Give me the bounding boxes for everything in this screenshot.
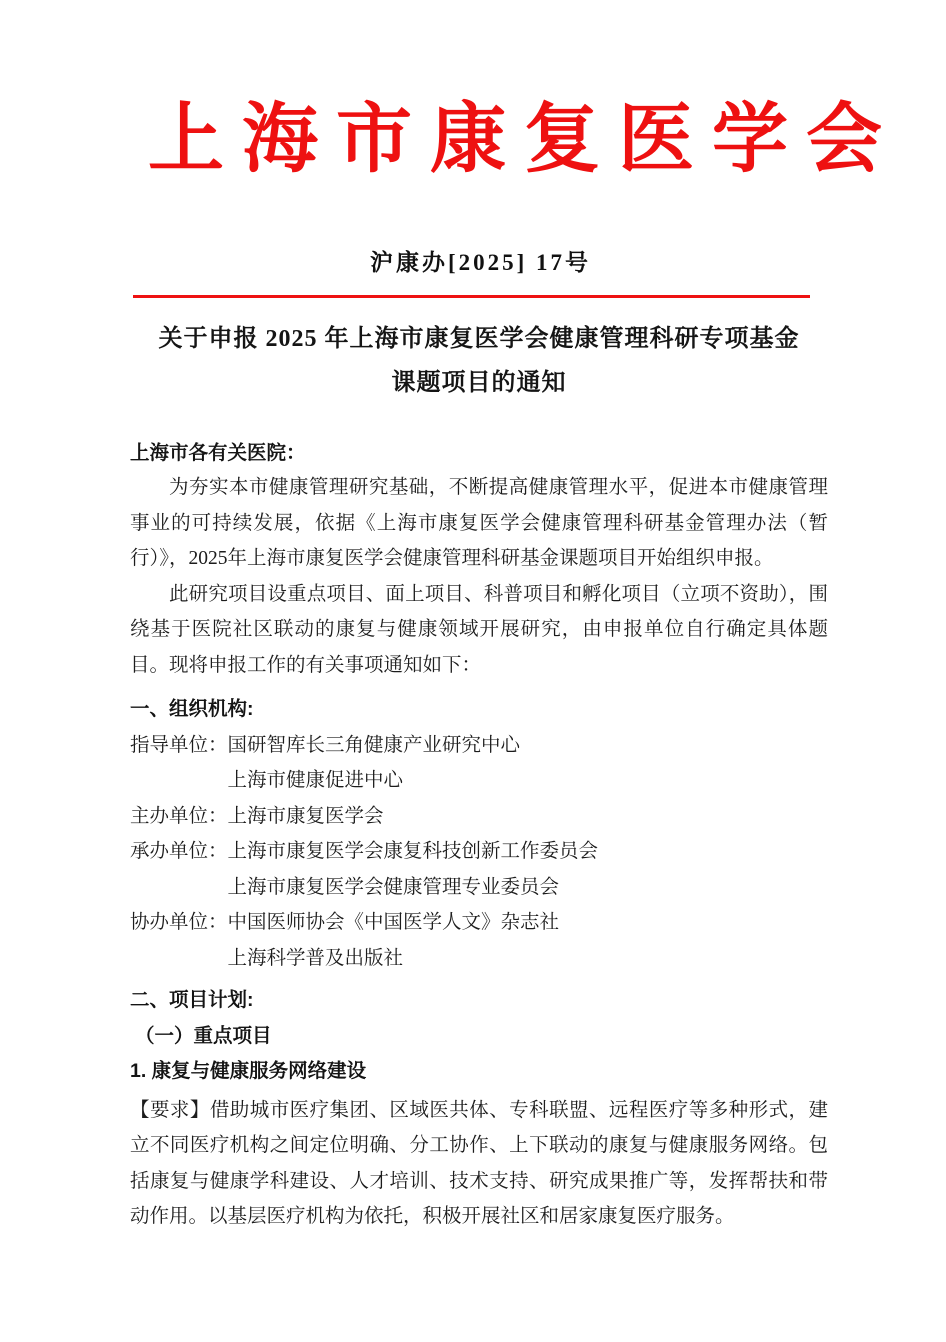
org-unit-name: 国研智库长三角健康产业研究中心 [227, 734, 521, 756]
paragraph-project-scope: 此研究项目设重点项目、面上项目、科普项目和孵化项目（立项不资助），围绕基于医院社区联动的康复与健康领域开展研究，由申报单位自行确定具体题目。现将申报工作的有关事项通知如下： [130, 583, 828, 676]
document-content [0, 90, 946, 1235]
org-unit-name: 上海市康复医学会健康管理专业委员会 [227, 876, 560, 898]
subsection-heading-key-projects: （一）重点项目 [135, 1024, 272, 1047]
red-divider-rule [133, 295, 810, 298]
org-unit-label: 承办单位： [130, 841, 228, 862]
org-unit-row-coorganizer [130, 905, 828, 976]
org-unit-names [228, 905, 828, 976]
notice-title-line1: 关于申报 2025 年上海市康复医学会健康管理科研专项基金 [158, 326, 800, 352]
notice-title [130, 317, 828, 405]
notice-title-line2: 课题项目的通知 [391, 370, 567, 396]
org-unit-name: 上海市康复医学会 [227, 805, 384, 827]
item-requirement-paragraph: 【要求】借助城市医疗集团、区域医共体、专科联盟、远程医疗等多种形式，建立不同医疗机构之间定位明确、分工协作、上下联动的康复与健康服务网络。包括康复与健康学科建设、人才培训、技术支持、研究成果推广等，发挥帮扶和带动作用。以基层医疗机构为依托，积极开展社区和居家康复医疗服务。 [130, 1099, 828, 1227]
section-heading-project-plan: 二、项目计划: [130, 989, 254, 1011]
org-unit-name: 中国医师协会《中国医学人文》杂志社 [227, 912, 560, 933]
paragraph-background: 为夯实本市健康管理研究基础，不断提高健康管理水平，促进本市健康管理事业的可持续发展，依据《上海市康复医学会健康管理科研基金管理办法（暂行）》，2025年上海市康复医学会健康管理科研基金课题项目开始组织申报。 [130, 477, 828, 569]
org-unit-name: 上海市康复医学会康复科技创新工作委员会 [227, 841, 599, 862]
section-heading-organization: 一、组织机构: [130, 698, 254, 720]
org-unit-label: 指导单位： [130, 734, 228, 756]
org-unit-label: 主办单位： [130, 805, 228, 827]
org-unit-row-organizer [130, 834, 828, 905]
org-unit-names [228, 728, 828, 799]
org-masthead-title: 上海市康复医学会 [148, 98, 900, 182]
item-heading-service-network: 1. 康复与健康服务网络建设 [130, 1060, 367, 1082]
org-unit-row-host [130, 799, 828, 835]
org-unit-names [228, 799, 828, 835]
doc-number: 沪康办[2025] 17号 [369, 250, 592, 275]
org-unit-label: 协办单位： [130, 912, 228, 933]
addressee-line: 上海市各有关医院： [130, 443, 306, 464]
body-text-block [130, 470, 828, 1235]
org-unit-names [228, 834, 828, 905]
org-unit-name: 上海市健康促进中心 [227, 770, 404, 791]
org-unit-name: 上海科学普及出版社 [227, 947, 404, 969]
org-unit-row-guidance [130, 728, 828, 799]
